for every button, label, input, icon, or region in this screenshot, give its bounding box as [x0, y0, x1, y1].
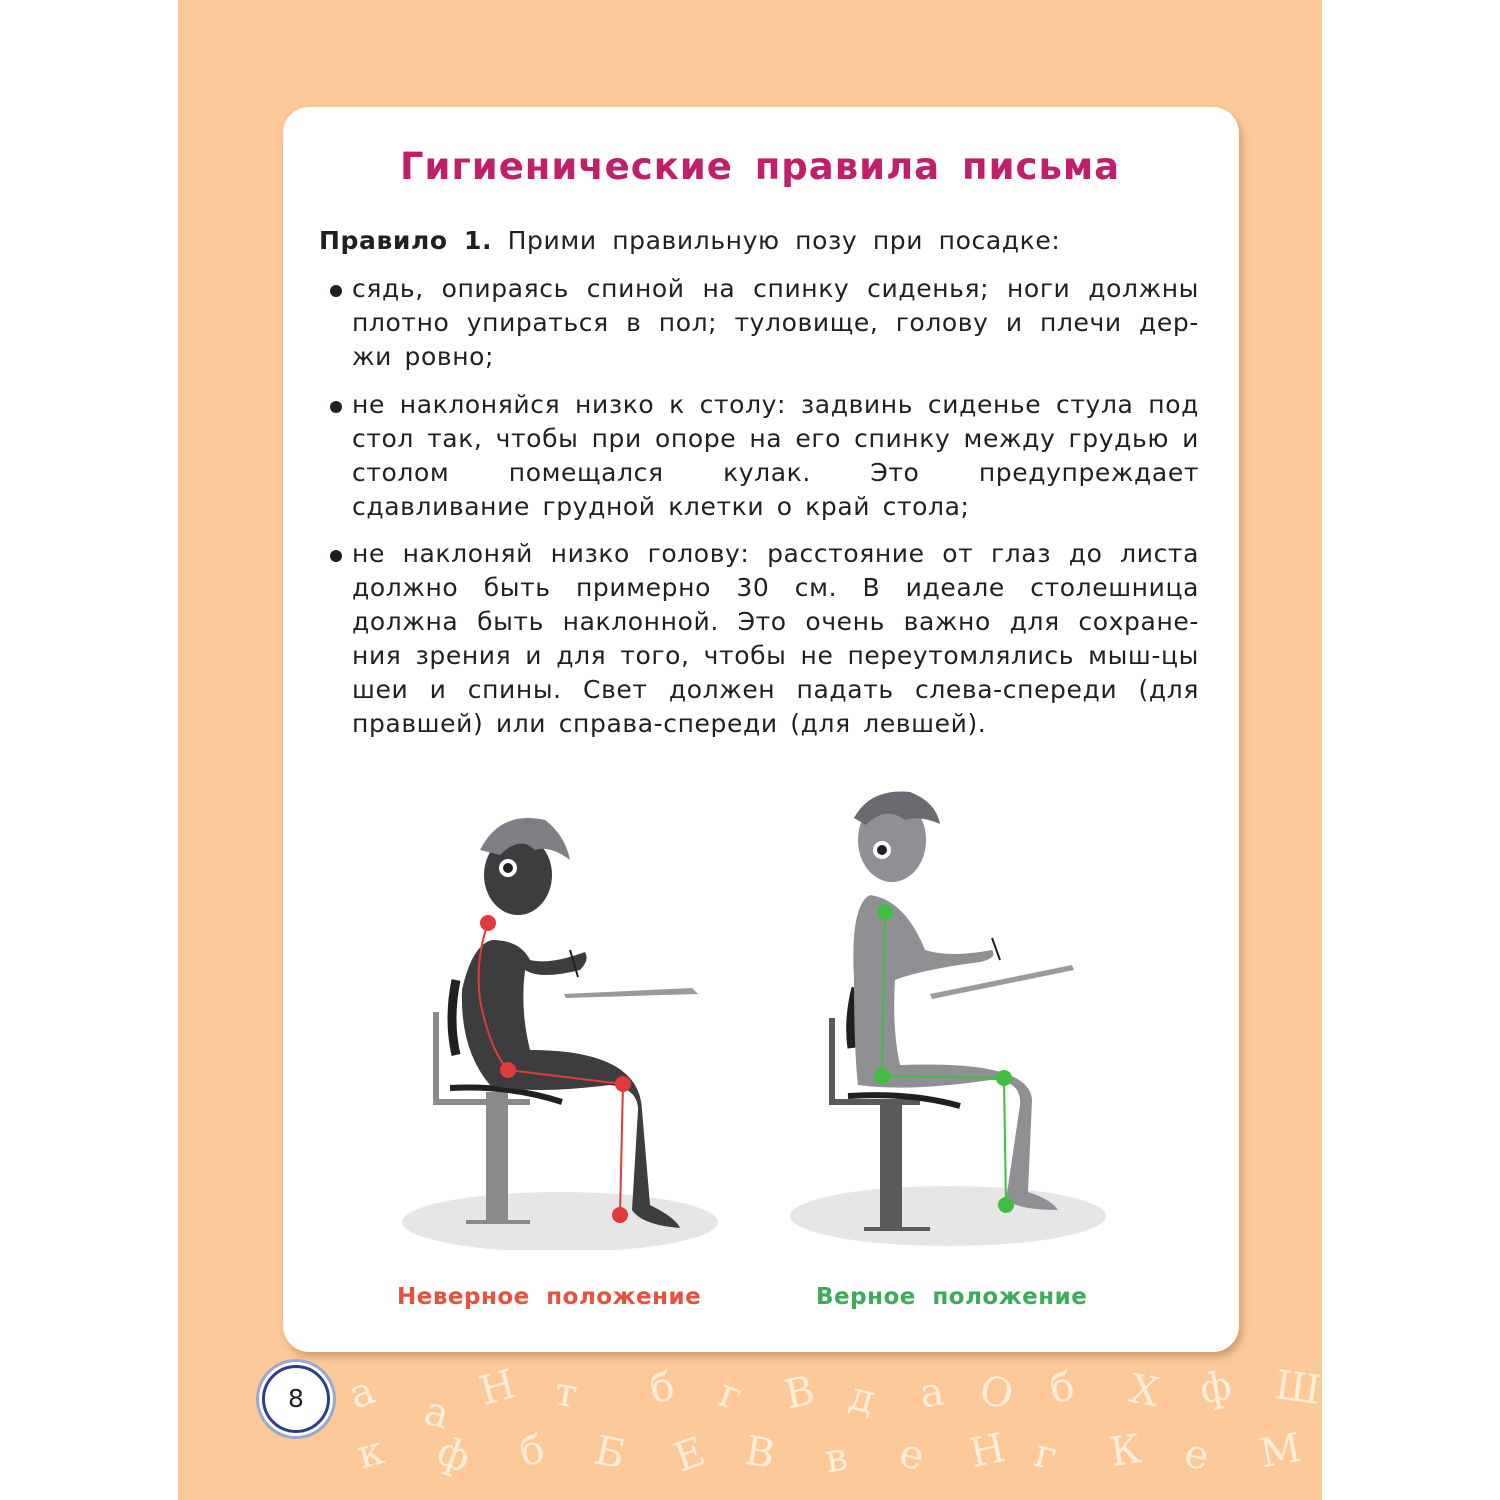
decor-letter: а [342, 1367, 382, 1419]
rule-heading [319, 224, 1199, 258]
rule-text: Прими правильную позу при посадке: [507, 226, 1061, 255]
decor-letter: Б [590, 1427, 629, 1479]
bullet-item-2: не наклоняйся низко к столу: задвинь сиденье стула под стол так, чтобы при опоре на его спинку между грудью и столом помещался кулак. Это предупреждает сдавливание грудной клетки о край стола; [352, 390, 1199, 521]
decor-letter: В [741, 1427, 779, 1479]
decor-letter: е [894, 1429, 929, 1481]
decor-letter: в [821, 1433, 852, 1483]
decor-letter: К [1106, 1426, 1145, 1476]
decor-letter: Ш [1272, 1362, 1324, 1414]
decor-letter: д [844, 1372, 880, 1424]
decor-letter: б [646, 1363, 678, 1413]
decor-letter: е [1180, 1430, 1214, 1480]
rule-label: Правило 1. [319, 226, 493, 255]
posture-illustration [380, 780, 1140, 1250]
decor-letter: ф [1196, 1362, 1236, 1414]
decorative-letters [330, 1360, 1324, 1490]
bullet-item-3: не наклоняй низко голову: расстояние от глаз до листа должно быть примерно 30 см. В идеале столешница должна быть наклонной. Это очень важно для сохране-ния зрения и для того, чтобы не переутомлялись мыш-цы шеи и спины. Свет должен падать слева-спереди (для правшей) или справа-спереди (для левшей). [352, 539, 1199, 738]
decor-letter: В [780, 1367, 819, 1419]
caption-wrong-position: Неверное положение [397, 1284, 702, 1310]
bullet-dot [330, 550, 342, 562]
decor-letter: а [419, 1387, 455, 1439]
boy-wrong-posture-illustration [402, 818, 718, 1250]
bullet-dot [330, 285, 342, 297]
bullet-item-1: сядь, опираясь спиной на спинку сиденья; ноги должны плотно упираться в пол; туловище, голову и плечи дер-жи ровно; [352, 274, 1199, 371]
boy-correct-posture-illustration [790, 792, 1106, 1246]
decor-letter: ф [431, 1428, 477, 1482]
decor-letter: б [1046, 1363, 1078, 1413]
decor-letter: к [352, 1427, 389, 1479]
decor-letter: т [551, 1368, 581, 1418]
decor-letter: г [1029, 1430, 1062, 1480]
decor-letter: Е [668, 1428, 712, 1482]
decor-letter: б [516, 1426, 548, 1476]
decor-letter: Н [474, 1361, 521, 1415]
caption-right-position: Верное положение [816, 1284, 1088, 1310]
decor-letter: Н [965, 1424, 1010, 1478]
page-number: 8 [262, 1365, 330, 1433]
page-title: Гигиенические правила письма [399, 145, 1121, 188]
bullet-dot [330, 401, 342, 413]
decor-letter: М [1256, 1424, 1305, 1478]
decor-letter: а [916, 1368, 947, 1418]
decor-letter: Х [1126, 1365, 1163, 1417]
decor-letter: О [975, 1367, 1018, 1419]
decor-letter: г [712, 1369, 749, 1421]
